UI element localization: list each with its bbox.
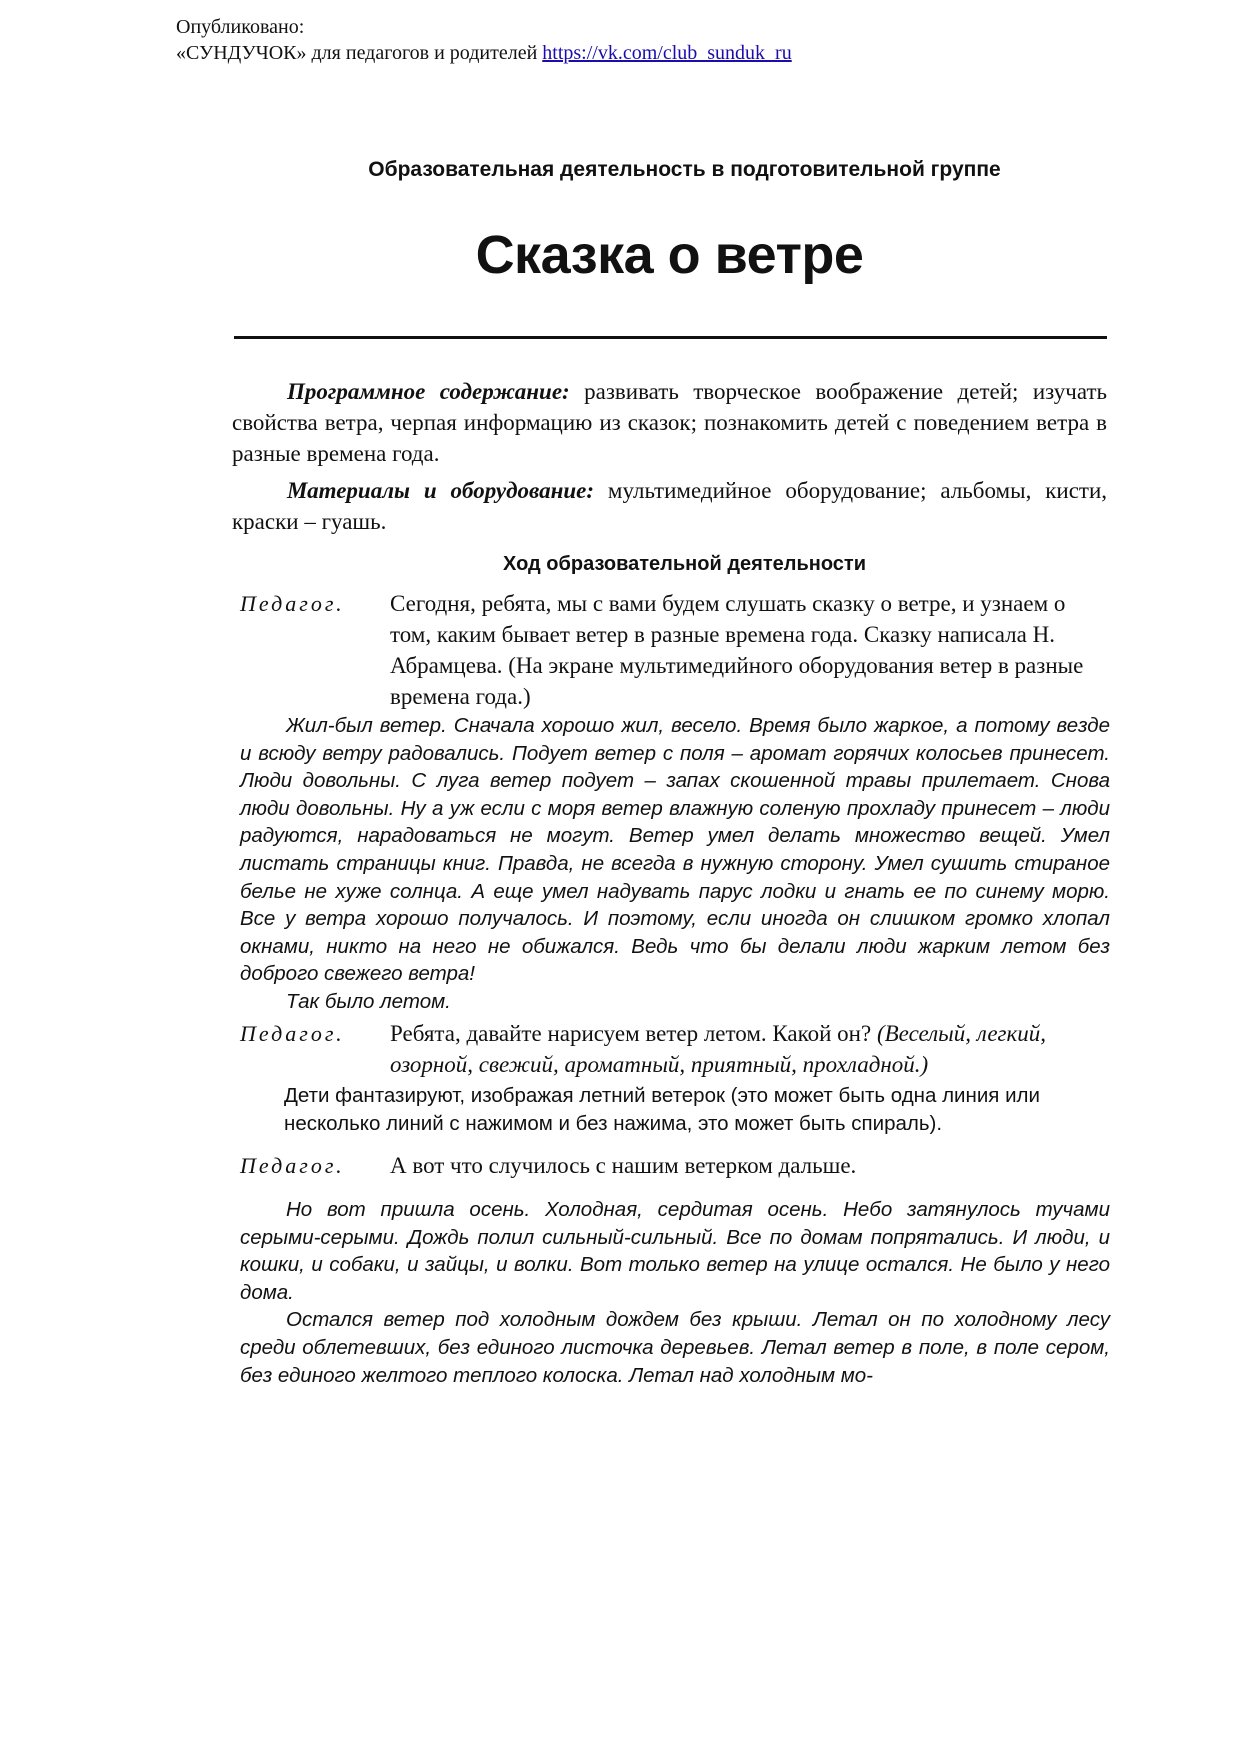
materials-paragraph (232, 475, 1107, 537)
publication-line-1: Опубликовано: (176, 16, 305, 38)
speaker-label: Педагог. (240, 1153, 345, 1178)
program-text: развивать творческое воображение детей; изучать свойства ветра, черпая информацию из сказок; познакомить детей с поведением ветра в разные времена года. (232, 379, 1107, 466)
page-title: Сказка о ветре (475, 225, 864, 285)
title-rule (234, 336, 1107, 339)
publication-source: «СУНДУЧОК» для педагогов и родителей (176, 42, 543, 64)
dialog-2-text (390, 1018, 1110, 1080)
section-title: Ход образовательной деятельности (503, 553, 866, 575)
story-1-paragraph-1: Жил-был ветер. Сначала хорошо жил, весело. Время было жаркое, а потому везде и всюду ветру радовались. Подует ветер с поля – аромат горячих колосьев принесет. Люди довольны. С луга ветер подует – запах скошенной травы прилетает. Снова люди довольны. Ну а уж если с моря ветер влажную соленую прохладу принесет – люди радуются, нарадоваться не могут. Ветер умел делать множество вещей. Умел листать страницы книг. Правда, не всегда в нужную сторону. Умел сушить стираное белье не хуже солнца. А еще умел надувать парус лодки и гнать ее по синему морю. Все у ветра хорошо получалось. И поэтому, если иногда он слишком громко хлопал окнами, никто на него не обижался. Ведь что бы делали люди жарким летом без доброго свежего ветра! (240, 714, 1110, 986)
speaker-label: Педагог. (240, 1021, 345, 1046)
running-header: Образовательная деятельность в подготовительной группе (368, 158, 1001, 181)
speaker-label: Педагог. (240, 591, 345, 616)
materials-text: мультимедийное оборудование; альбомы, кисти, краски – гуашь. (232, 478, 1108, 534)
program-label: Программное содержание: (287, 379, 570, 404)
publication-note (176, 14, 792, 66)
publication-line-2 (176, 40, 792, 66)
dialog-3 (240, 1150, 1110, 1181)
story-2-paragraph-2: Остался ветер под холодным дождем без крыши. Летал он по холодному лесу среди облетевших, без единого листочка деревьев. Летал ветер в поле, в поле сером, без единого желтого теплого колоска. Летал над холодным мо- (240, 1308, 1110, 1387)
source-link[interactable]: https://vk.com/club_sunduk_ru (542, 42, 792, 64)
story-block-1 (240, 712, 1110, 1016)
dialog-2-answers: (Веселый, легкий, озорной, свежий, ароматный, приятный, прохладной.) (390, 1021, 1047, 1077)
children-activity: Дети фантазируют, изображая летний ветерок (это может быть одна линия или несколько линий с нажимом и без нажима, это может быть спираль). (284, 1084, 1040, 1135)
program-paragraph (232, 376, 1107, 469)
dialog-2 (240, 1018, 1110, 1080)
story-2-paragraph-1: Но вот пришла осень. Холодная, сердитая осень. Небо затянулось тучами серыми-серыми. Дождь полил сильный-сильный. Все по домам попрятались. И люди, и кошки, и собаки, и зайцы, и волки. Вот только ветер на улице остался. Не было у него дома. (240, 1198, 1110, 1304)
story-block-2 (240, 1196, 1110, 1389)
materials-label: Материалы и оборудование: (287, 478, 595, 503)
dialog-1-text: Сегодня, ребята, мы с вами будем слушать сказку о ветре, и узнаем о том, каким бывает ветер в разные времена года. Сказку написала Н. Абрамцева. (На экране мультимедийного оборудования ветер в разные времена года.) (390, 591, 1084, 709)
dialog-2-question: Ребята, давайте нарисуем ветер летом. Какой он? (390, 1021, 877, 1046)
story-1-paragraph-2: Так было летом. (286, 989, 451, 1013)
dialog-3-text: А вот что случилось с нашим ветерком дальше. (390, 1153, 857, 1178)
dialog-1 (240, 588, 1110, 712)
